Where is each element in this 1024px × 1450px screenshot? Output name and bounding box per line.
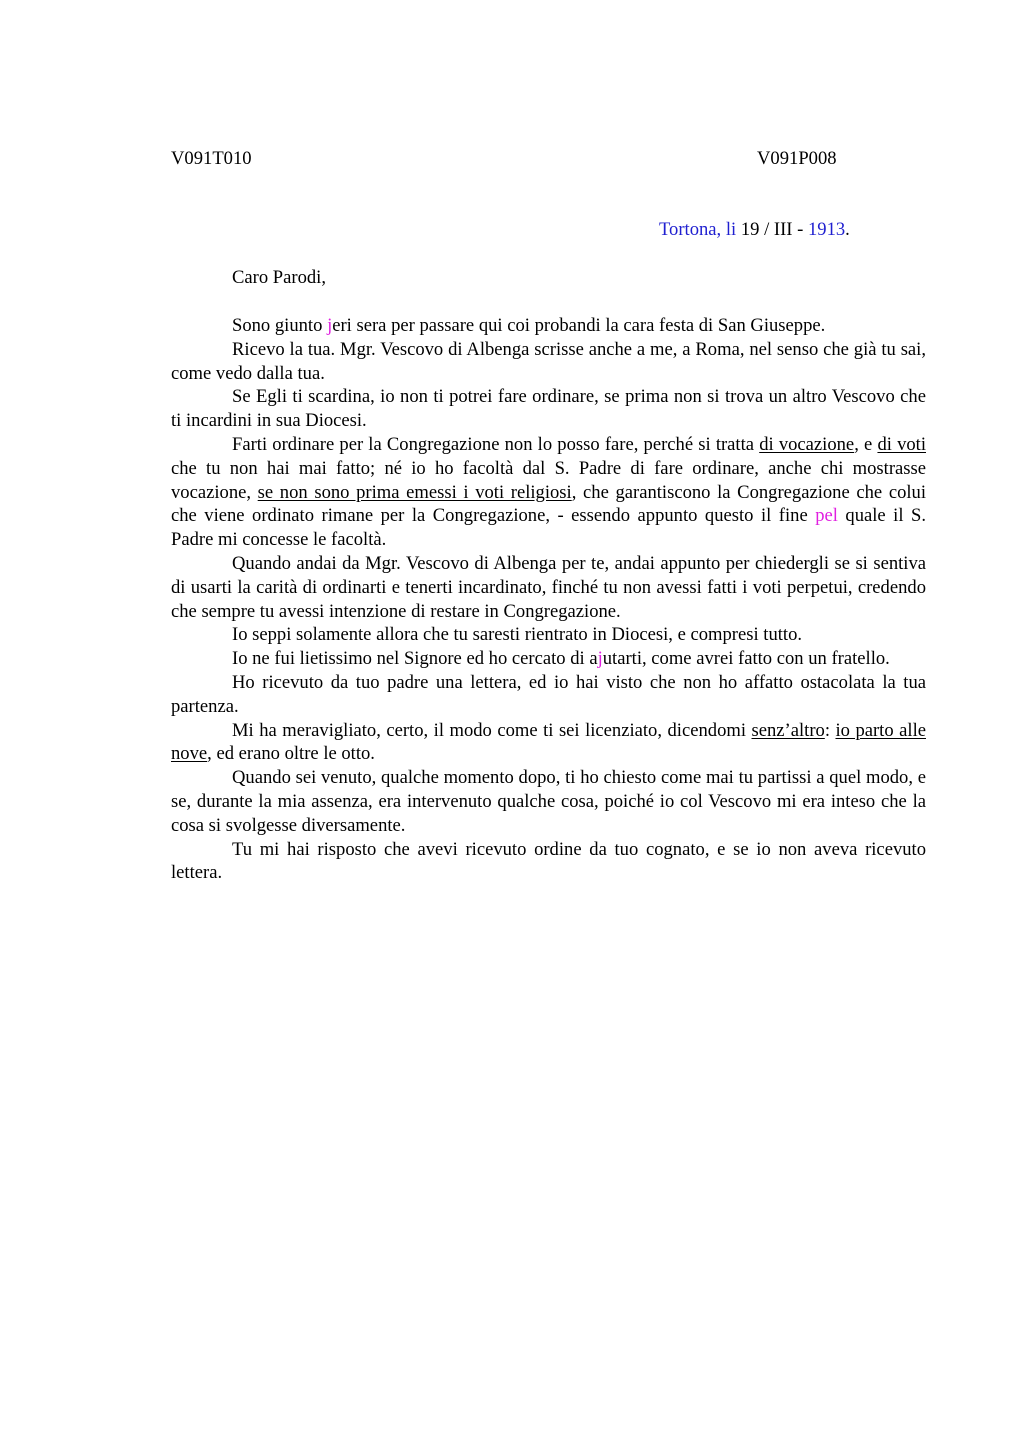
paragraph-6: Io seppi solamente allora che tu saresti rientrato in Diocesi, e compresi tutto. [232, 624, 803, 646]
paragraph-5: Quando andai da Mgr. Vescovo di Albenga per te, andai appunto per chiedergli se si sentiva di usarti la carità di ordinarti e tenerti incardinato, finché tu non avessi fatti i voti perpetui, credendo che sempre tu avessi intenzione di restare in Congregazione. [171, 552, 926, 622]
text-span: , che garantiscono la Congregazione che colui che viene ordinato rimane per la Congregazione, - essendo appunto questo il fine [171, 481, 927, 527]
editorial-mark: j [327, 315, 333, 336]
paragraph-10: Quando sei venuto, qualche momento dopo, ti ho chiesto come mai tu partissi a quel modo, e se, durante la mia assenza, era intervenuto qualche cosa, poiché io col Vescovo mi era inteso che la cosa si svolgesse diversamente. [171, 767, 926, 836]
text-span: Mi ha meravigliato, certo, il modo come ti sei licenziato, dicendomi [232, 719, 752, 741]
paragraph-11: Tu mi hai risposto che avevi ricevuto ordine da tuo cognato, e se io non aveva ricevuto lettera. [171, 838, 926, 884]
dateline-year: 1913 [807, 219, 846, 240]
paragraph-2: Ricevo la tua. Mgr. Vescovo di Albenga scrisse anche a me, a Roma, nel senso che già tu sai, come vedo dalla tua. [171, 338, 926, 384]
document-code-right: V091P008 [757, 148, 837, 169]
paragraph-1 [171, 314, 926, 338]
underlined-text: senz’altro [751, 719, 825, 741]
text-span: : [824, 719, 836, 741]
text-span: quale il S. Padre mi concesse le facoltà. [171, 505, 926, 551]
paragraph-7 [171, 647, 926, 671]
text-span: che tu non hai mai fatto; né io ho facoltà dal S. Padre di fare ordinare, anche chi mostrasse vocazione, [171, 457, 926, 503]
dateline-period: . [845, 219, 850, 240]
dateline-date: 19 / III - [736, 219, 808, 240]
text-span: Sono giunto [232, 315, 328, 336]
dateline-place: Tortona, li [659, 219, 737, 240]
document-code-left: V091T010 [171, 148, 252, 169]
text-span: utarti, come avrei fatto con un fratello. [602, 648, 890, 670]
text-span: , e [854, 433, 878, 455]
salutation: Caro Parodi, [232, 267, 326, 288]
underlined-text: di voti [877, 433, 926, 455]
paragraph-8: Ho ricevuto da tuo padre una lettera, ed io hai visto che non ho affatto ostacolata la tua partenza. [171, 671, 926, 717]
text-span: eri sera per passare qui coi probandi la cara festa di San Giuseppe. [332, 315, 826, 336]
paragraph-9 [171, 719, 926, 767]
paragraph-4 [171, 433, 926, 552]
editorial-mark: pel [815, 505, 838, 527]
underlined-text: di vocazione [759, 433, 855, 455]
text-span: Farti ordinare per la Congregazione non lo posso fare, perché si tratta [232, 433, 760, 455]
paragraph-3: Se Egli ti scardina, io non ti potrei fare ordinare, se prima non si trova un altro Vescovo che ti incardini in sua Diocesi. [171, 386, 926, 432]
underlined-text: io parto alle nove [171, 719, 926, 765]
text-span: , ed erano oltre le otto. [207, 743, 375, 765]
text-span: Io ne fui lietissimo nel Signore ed ho cercato di a [232, 648, 598, 670]
dateline [659, 218, 850, 242]
editorial-mark: j [597, 648, 603, 670]
underlined-text: se non sono prima emessi i voti religiosi [257, 481, 572, 503]
letter-body [171, 314, 926, 885]
